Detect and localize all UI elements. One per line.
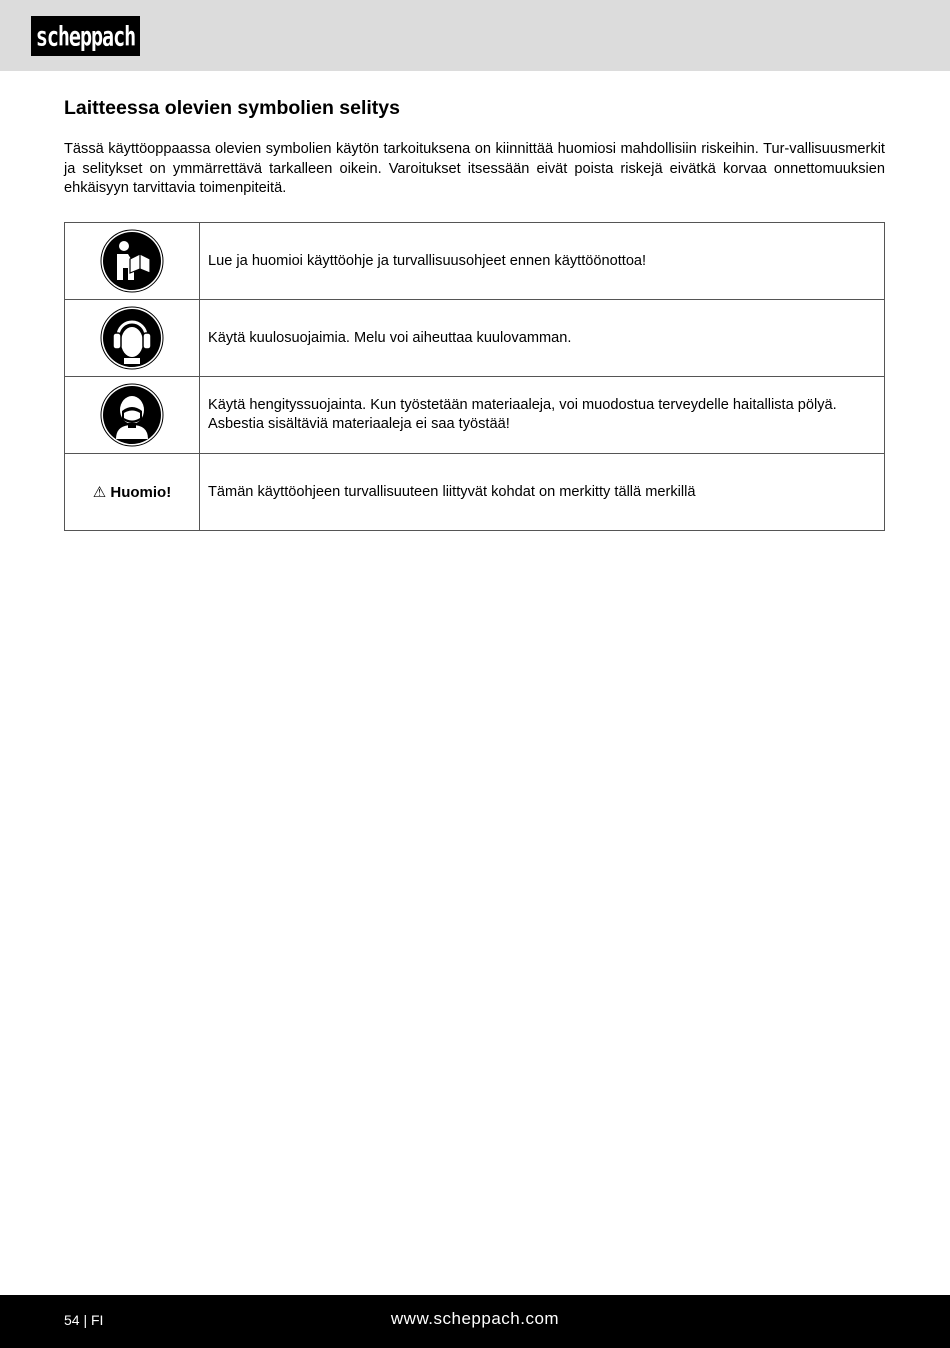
footer-band xyxy=(0,1295,950,1348)
table-row xyxy=(65,300,885,377)
scheppach-logo: scheppach xyxy=(31,16,140,56)
symbol-text: Käytä kuulosuojaimia. Melu voi aiheuttaa kuulovamman. xyxy=(200,300,885,377)
table-row xyxy=(65,223,885,300)
symbols-table xyxy=(64,222,885,531)
read-manual-icon xyxy=(100,229,164,293)
icon-cell xyxy=(65,223,200,300)
symbol-text: Käytä hengityssuojainta. Kun työstetään materiaaleja, voi muodostua terveydelle haitallista pölyä. Asbestia sisältäviä materiaaleja ei saa työstää! xyxy=(200,377,885,454)
icon-cell xyxy=(65,454,200,531)
icon-cell xyxy=(65,377,200,454)
website-url: www.scheppach.com xyxy=(390,1309,560,1328)
symbol-text: Tämän käyttöohjeen turvallisuuteen liittyvät kohdat on merkitty tällä merkillä xyxy=(200,454,885,531)
header-band xyxy=(0,0,950,71)
icon-cell xyxy=(65,300,200,377)
table-row xyxy=(65,377,885,454)
page-number: 54 | FI xyxy=(64,1312,104,1328)
intro-paragraph: Tässä käyttöoppaassa olevien symbolien käytön tarkoituksena on kiinnittää huomiosi mahdollisiin riskeihin. Tur-vallisuusmerkit ja selitykset on ymmärrettävä tarkalleen oikein. Varoitukset itsessään eivät poista riskejä eivätkä korvaa onnettomuuksien ehkäisyyn tarvittavia toimenpiteitä. xyxy=(64,141,885,196)
table-row xyxy=(65,454,885,531)
symbol-text: Lue ja huomioi käyttöohje ja turvallisuusohjeet ennen käyttöönottoa! xyxy=(200,223,885,300)
notice-label xyxy=(93,484,171,501)
respirator-icon xyxy=(100,383,164,447)
ear-protection-icon xyxy=(100,306,164,370)
notice-text: Huomio! xyxy=(110,483,172,501)
section-title: Laitteessa olevien symbolien selitys xyxy=(64,97,400,119)
warning-triangle-icon: ⚠ xyxy=(92,483,107,501)
